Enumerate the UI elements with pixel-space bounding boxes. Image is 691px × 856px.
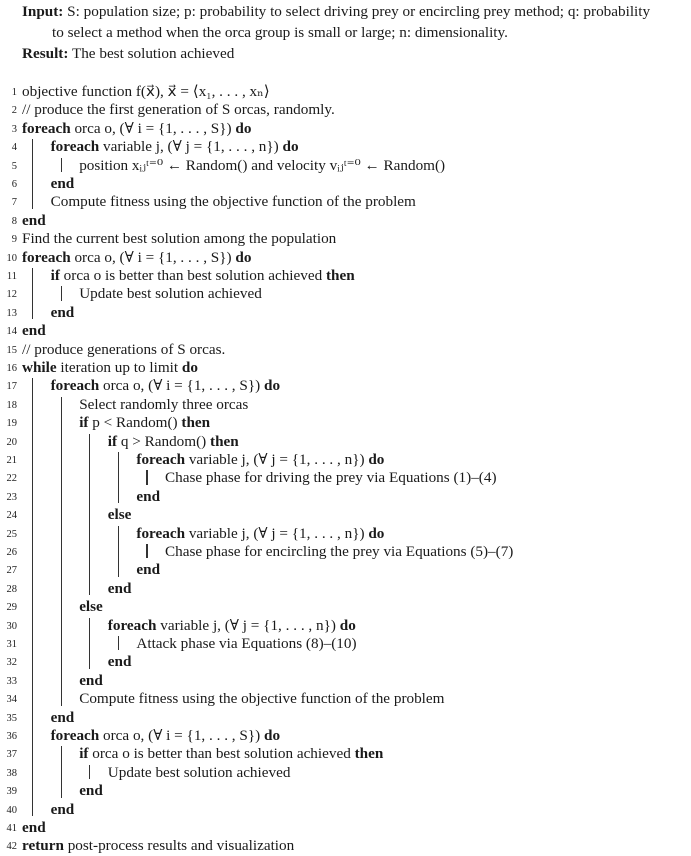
algorithm-line bbox=[0, 671, 691, 690]
algorithm-line bbox=[0, 303, 691, 322]
line-number: 20 bbox=[6, 436, 17, 448]
line-number: 7 bbox=[11, 197, 17, 209]
line-number: 2 bbox=[11, 105, 17, 117]
algorithm-line bbox=[0, 82, 691, 101]
input-label: Input: bbox=[22, 3, 64, 20]
line-text bbox=[22, 248, 251, 267]
line-number: 13 bbox=[6, 307, 17, 319]
statement-text: orca o, (∀ i = {1, . . . , S}) bbox=[70, 248, 236, 266]
line-number: 24 bbox=[6, 510, 17, 522]
keyword: end bbox=[136, 561, 161, 579]
keyword: do bbox=[235, 248, 252, 266]
algorithm-line bbox=[0, 266, 691, 285]
block-indent-bar bbox=[32, 139, 33, 209]
line-text bbox=[51, 726, 280, 745]
line-number: 30 bbox=[6, 620, 17, 632]
block-indent-bar bbox=[61, 286, 62, 300]
statement-text: orca o, (∀ i = {1, . . . , S}) bbox=[99, 727, 264, 744]
block-indent-bar bbox=[146, 544, 147, 558]
algorithm-line bbox=[0, 836, 691, 855]
block-indent-bar bbox=[146, 470, 147, 484]
algorithm-line bbox=[0, 211, 691, 230]
line-text bbox=[22, 82, 270, 101]
line-number: 4 bbox=[11, 142, 17, 154]
line-number: 32 bbox=[6, 657, 17, 669]
line-text bbox=[79, 156, 445, 175]
statement-text: Chase phase for encircling the prey via Equations (5)–(7) bbox=[165, 543, 514, 560]
algorithm-line bbox=[0, 248, 691, 267]
algorithm-line bbox=[0, 413, 691, 432]
statement-text: q > Random() bbox=[117, 432, 211, 450]
keyword: do bbox=[235, 119, 252, 137]
line-text bbox=[79, 781, 103, 800]
algorithm-line bbox=[0, 119, 691, 138]
line-number: 3 bbox=[11, 123, 17, 135]
line-text bbox=[165, 468, 497, 487]
statement-text: objective function f(x⃗), x⃗ = ⟨x₁, . . . , xₙ⟩ bbox=[22, 83, 270, 100]
line-text bbox=[108, 505, 132, 524]
line-text bbox=[108, 652, 132, 671]
keyword: end bbox=[107, 653, 132, 671]
statement-text: position xᵢⱼᵗ⁼⁰ ← Random() and velocity vᵢⱼᵗ⁼⁰ ← Random() bbox=[79, 156, 446, 174]
keyword: foreach bbox=[22, 119, 71, 137]
algorithm-line bbox=[0, 321, 691, 340]
line-text bbox=[79, 744, 383, 763]
line-number: 28 bbox=[6, 583, 17, 595]
keyword: foreach bbox=[136, 524, 186, 542]
line-text bbox=[51, 303, 75, 322]
line-text bbox=[51, 708, 75, 727]
line-number: 25 bbox=[6, 528, 17, 540]
statement-text: orca o, (∀ i = {1, . . . , S}) bbox=[99, 377, 264, 395]
statement-text: Attack phase via Equations (8)–(10) bbox=[136, 635, 357, 652]
keyword: foreach bbox=[50, 377, 100, 395]
keyword: then bbox=[181, 414, 211, 432]
line-number: 27 bbox=[6, 565, 17, 577]
line-number: 33 bbox=[6, 675, 17, 687]
keyword: then bbox=[326, 267, 355, 284]
keyword: if bbox=[79, 745, 89, 763]
line-number: 39 bbox=[6, 786, 17, 798]
keyword: end bbox=[79, 782, 103, 800]
line-number: 18 bbox=[6, 399, 17, 411]
algorithm-line bbox=[0, 597, 691, 616]
line-text bbox=[136, 487, 160, 506]
line-text bbox=[108, 616, 356, 635]
input-continuation: to select a method when the orca group is small or large; n: dimensionality. bbox=[52, 24, 508, 41]
statement-text: Chase phase for driving the prey via Equations (1)–(4) bbox=[165, 469, 497, 487]
line-text bbox=[79, 671, 103, 690]
line-number: 34 bbox=[6, 694, 17, 706]
algorithm-line bbox=[0, 689, 691, 708]
statement-text: Compute fitness using the objective function of the problem bbox=[79, 690, 445, 708]
keyword: else bbox=[79, 598, 103, 616]
line-number: 8 bbox=[11, 215, 17, 227]
algorithm-line bbox=[0, 616, 691, 635]
algorithm-line bbox=[0, 708, 691, 727]
keyword: end bbox=[50, 175, 75, 192]
line-text bbox=[51, 376, 280, 395]
result-text: The best solution achieved bbox=[71, 45, 235, 62]
keyword: foreach bbox=[136, 451, 186, 468]
input-text: S: population size; p: probability to select driving prey or encircling prey method; q: probability bbox=[67, 3, 651, 20]
line-text bbox=[22, 119, 251, 138]
algorithm-line bbox=[0, 524, 691, 543]
statement-text: variable j, (∀ j = {1, . . . , n}) bbox=[99, 138, 283, 156]
line-text bbox=[79, 284, 262, 303]
keyword: end bbox=[107, 579, 132, 597]
algorithm-line bbox=[0, 358, 691, 377]
line-text bbox=[22, 818, 46, 837]
block-indent-bar bbox=[118, 452, 119, 503]
statement-text: orca o is better than best solution achieved bbox=[88, 745, 355, 763]
line-text bbox=[165, 542, 513, 561]
input-line bbox=[22, 3, 650, 21]
result-label: Result: bbox=[22, 45, 69, 62]
keyword: end bbox=[50, 800, 75, 818]
keyword: end bbox=[22, 819, 46, 836]
line-number: 5 bbox=[11, 160, 17, 172]
keyword: foreach bbox=[107, 616, 157, 634]
line-text bbox=[79, 395, 248, 414]
algorithm-line bbox=[0, 432, 691, 451]
algorithm-line bbox=[0, 192, 691, 211]
line-number: 6 bbox=[11, 179, 17, 190]
line-text bbox=[22, 340, 225, 359]
line-number: 35 bbox=[6, 712, 17, 724]
line-text bbox=[22, 211, 46, 230]
keyword: end bbox=[79, 671, 103, 689]
line-number: 14 bbox=[6, 326, 17, 338]
line-text bbox=[22, 100, 335, 119]
line-number: 22 bbox=[6, 473, 17, 485]
algorithm-line bbox=[0, 560, 691, 579]
keyword: do bbox=[181, 359, 198, 376]
line-number: 1 bbox=[11, 87, 17, 98]
algorithm-line bbox=[0, 284, 691, 303]
keyword: end bbox=[50, 303, 75, 321]
algorithm-line bbox=[0, 652, 691, 671]
algorithm-line bbox=[0, 818, 691, 837]
line-number: 19 bbox=[6, 418, 17, 430]
line-number: 31 bbox=[6, 639, 17, 650]
line-number: 23 bbox=[6, 491, 17, 503]
statement-text: post-process results and visualization bbox=[63, 837, 295, 855]
block-indent-bar bbox=[32, 378, 33, 816]
keyword: foreach bbox=[50, 138, 100, 156]
block-indent-bar bbox=[61, 397, 62, 706]
line-text bbox=[79, 413, 210, 432]
keyword: do bbox=[264, 377, 281, 395]
statement-text: Update best solution achieved bbox=[107, 763, 291, 781]
statement-text: Update best solution achieved bbox=[79, 285, 262, 303]
keyword: if bbox=[50, 267, 60, 284]
keyword: end bbox=[22, 211, 46, 229]
line-number: 11 bbox=[6, 271, 17, 282]
algorithm-line bbox=[0, 505, 691, 524]
line-text bbox=[51, 137, 299, 156]
keyword: do bbox=[282, 138, 299, 156]
line-text bbox=[79, 689, 444, 708]
statement-text: orca o, (∀ i = {1, . . . , S}) bbox=[70, 119, 236, 137]
block-indent-bar bbox=[89, 434, 90, 596]
line-number: 10 bbox=[6, 252, 17, 264]
line-number: 29 bbox=[6, 602, 17, 614]
keyword: do bbox=[368, 451, 385, 468]
line-number: 42 bbox=[6, 841, 17, 853]
line-text bbox=[51, 192, 416, 211]
statement-text: Select randomly three orcas bbox=[79, 395, 249, 413]
line-number: 17 bbox=[6, 381, 17, 393]
keyword: do bbox=[264, 727, 281, 744]
block-indent-bar bbox=[89, 765, 90, 779]
statement-text: p < Random() bbox=[88, 414, 182, 432]
block-indent-bar bbox=[89, 618, 90, 669]
line-text bbox=[108, 763, 291, 782]
algorithm-line bbox=[0, 763, 691, 782]
keyword: then bbox=[354, 745, 384, 763]
statement-text: // produce generations of S orcas. bbox=[22, 340, 226, 358]
keyword: return bbox=[22, 837, 64, 855]
algorithm-line bbox=[0, 634, 691, 653]
keyword: if bbox=[107, 432, 118, 450]
line-text bbox=[22, 321, 46, 340]
keyword: then bbox=[210, 432, 239, 450]
line-text bbox=[51, 800, 75, 819]
line-text bbox=[108, 579, 132, 598]
line-number: 41 bbox=[6, 823, 17, 834]
block-indent-bar bbox=[32, 268, 33, 319]
line-number: 9 bbox=[11, 234, 17, 246]
keyword: foreach bbox=[50, 727, 100, 744]
statement-text: variable j, (∀ j = {1, . . . , n}) bbox=[156, 616, 340, 634]
algorithm-line bbox=[0, 137, 691, 156]
algorithm-line bbox=[0, 744, 691, 763]
algorithm-line bbox=[0, 156, 691, 175]
keyword: if bbox=[79, 414, 89, 432]
algorithm-line bbox=[0, 340, 691, 359]
line-text bbox=[79, 597, 103, 616]
algorithm-line bbox=[0, 726, 691, 745]
keyword: foreach bbox=[22, 248, 71, 266]
line-text bbox=[136, 560, 160, 579]
block-indent-bar bbox=[118, 526, 119, 577]
line-number: 26 bbox=[6, 547, 17, 558]
statement-text: iteration up to limit bbox=[56, 359, 182, 376]
keyword: else bbox=[107, 506, 132, 524]
line-text bbox=[136, 450, 384, 469]
line-text bbox=[22, 229, 336, 248]
algorithm-line bbox=[0, 395, 691, 414]
line-text bbox=[51, 174, 75, 193]
algorithm-line bbox=[0, 542, 691, 561]
block-indent-bar bbox=[61, 746, 62, 797]
keyword: while bbox=[22, 359, 57, 376]
keyword: end bbox=[136, 487, 161, 505]
line-text bbox=[51, 266, 355, 285]
line-number: 16 bbox=[6, 363, 17, 374]
statement-text: variable j, (∀ j = {1, . . . , n}) bbox=[185, 451, 369, 468]
algorithm-line bbox=[0, 100, 691, 119]
keyword: do bbox=[368, 524, 385, 542]
line-number: 15 bbox=[6, 344, 17, 356]
line-number: 12 bbox=[6, 289, 17, 301]
line-number: 36 bbox=[6, 731, 17, 742]
line-number: 38 bbox=[6, 767, 17, 779]
statement-text: orca o is better than best solution achieved bbox=[59, 267, 326, 284]
keyword: end bbox=[22, 322, 46, 340]
algorithm-line bbox=[0, 174, 691, 193]
algorithm-line bbox=[0, 229, 691, 248]
algorithm-line bbox=[0, 579, 691, 598]
line-text bbox=[136, 524, 384, 543]
block-indent-bar bbox=[61, 158, 62, 172]
algorithm-line bbox=[0, 800, 691, 819]
algorithm-line bbox=[0, 781, 691, 800]
statement-text: Compute fitness using the objective function of the problem bbox=[50, 193, 416, 211]
result-line bbox=[22, 45, 234, 63]
block-indent-bar bbox=[118, 636, 119, 650]
line-text bbox=[22, 358, 198, 377]
line-number: 37 bbox=[6, 749, 17, 761]
keyword: do bbox=[339, 616, 356, 634]
algorithm-line bbox=[0, 376, 691, 395]
line-number: 21 bbox=[6, 455, 17, 466]
line-text bbox=[136, 634, 356, 653]
keyword: end bbox=[50, 708, 75, 726]
line-text bbox=[22, 836, 294, 855]
algorithm-line bbox=[0, 450, 691, 469]
statement-text: // produce the first generation of S orcas, randomly. bbox=[22, 101, 335, 119]
line-number: 40 bbox=[6, 804, 17, 816]
line-text bbox=[108, 432, 239, 451]
statement-text: Find the current best solution among the population bbox=[22, 230, 337, 248]
algorithm-line bbox=[0, 468, 691, 487]
algorithm-line bbox=[0, 487, 691, 506]
statement-text: variable j, (∀ j = {1, . . . , n}) bbox=[185, 524, 369, 542]
